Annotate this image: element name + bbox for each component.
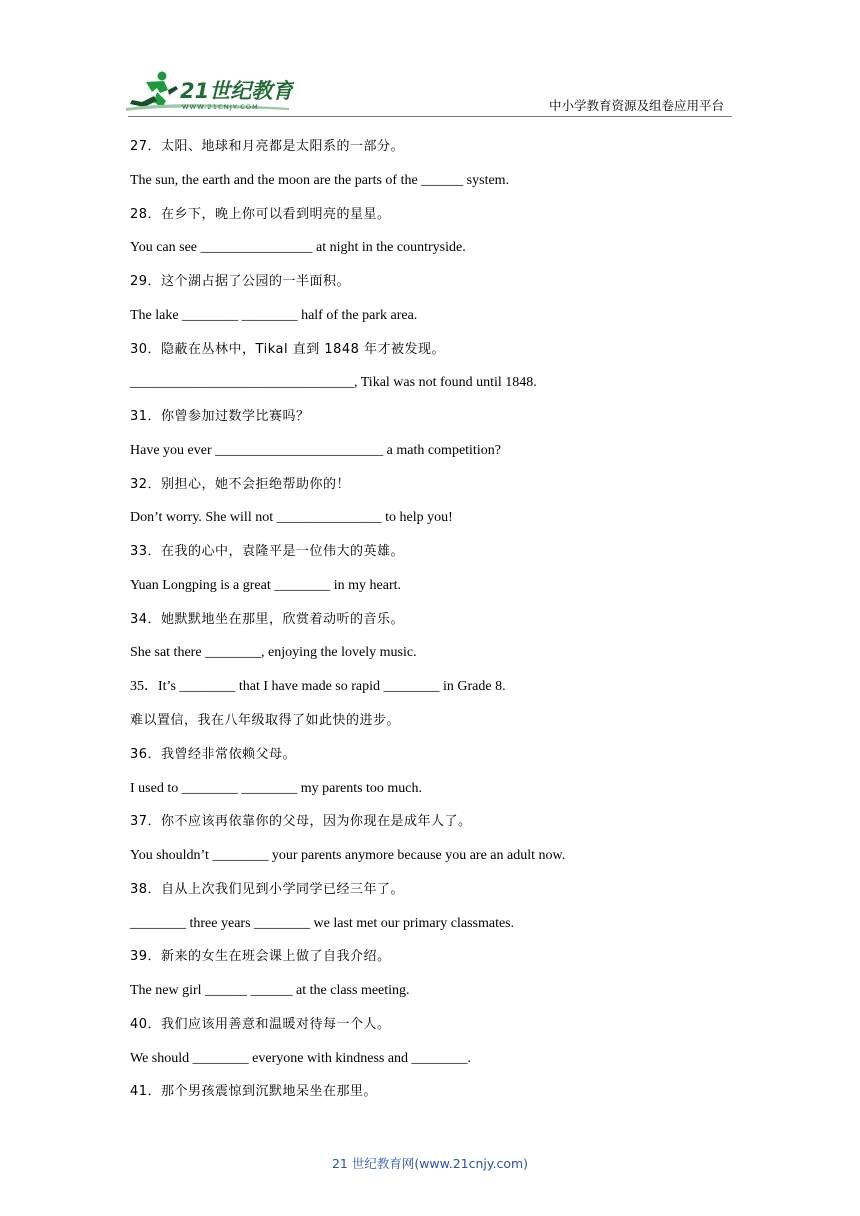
logo-text: 21世纪教育 — [180, 79, 294, 103]
question-28-cn: 28．在乡下，晚上你可以看到明亮的星星。 — [130, 206, 391, 222]
question-39-cn: 39．新来的女生在班会课上做了自我介绍。 — [130, 949, 391, 965]
question-27-cn: 27．太阳、地球和月亮都是太阳系的一部分。 — [130, 139, 405, 154]
question-41-cn: 41．那个男孩震惊到沉默地呆坐在那里。 — [130, 1084, 378, 1100]
question-37-en: You shouldn’t ________ your parents anymore because you are an adult now. — [130, 848, 566, 864]
question-33-en: Yuan Longping is a great ________ in my heart. — [130, 577, 402, 593]
header-divider — [128, 116, 732, 117]
question-34-cn: 34．她默默地坐在那里，欣赏着动听的音乐。 — [130, 611, 405, 627]
question-32-en: Don’t worry. She will not _______________ to help you! — [130, 510, 453, 526]
question-27-en: The sun, the earth and the moon are the parts of the ______ system. — [130, 172, 510, 188]
question-39-en: The new girl ______ ______ at the class meeting. — [130, 983, 410, 999]
question-38-cn: 38．自从上次我们见到小学同学已经三年了。 — [130, 881, 405, 897]
question-40-cn: 40．我们应该用善意和温暖对待每一个人。 — [130, 1016, 391, 1032]
question-33-cn: 33．在我的心中，袁隆平是一位伟大的英雄。 — [130, 544, 405, 560]
question-34-en: She sat there ________, enjoying the lovely music. — [130, 645, 417, 661]
question-31-cn: 31．你曾参加过数学比赛吗？ — [130, 409, 310, 425]
question-30-en: ________________________________, Tikal was not found until 1848. — [130, 375, 537, 391]
question-28-en: You can see ________________ at night in the countryside. — [130, 240, 466, 256]
question-30-cn: 30．隐蔽在丛林中，Tikal 直到 1848 年才被发现。 — [130, 341, 446, 357]
question-31-en: Have you ever ________________________ a math competition? — [130, 442, 501, 458]
question-35-cn: 难以置信，我在八年级取得了如此快的进步。 — [130, 713, 401, 729]
question-29-en: The lake ________ ________ half of the park area. — [130, 307, 418, 323]
question-32-cn: 32．别担心，她不会拒绝帮助你的！ — [130, 476, 351, 492]
header-platform-text: 中小学教育资源及组卷应用平台 — [549, 98, 725, 113]
question-29-cn: 29．这个湖占据了公园的一半面积。 — [130, 274, 351, 290]
logo-21cnjy-icon — [124, 68, 294, 114]
question-36-en: I used to ________ ________ my parents too much. — [130, 780, 423, 796]
question-35-en: 35．It’s ________ that I have made so rapid ________ in Grade 8. — [130, 679, 506, 695]
question-37-cn: 37．你不应该再依靠你的父母，因为你现在是成年人了。 — [130, 814, 472, 830]
question-38-en: ________ three years ________ we last met our primary classmates. — [130, 915, 515, 931]
page-header — [0, 0, 860, 120]
question-36-cn: 36．我曾经非常依赖父母。 — [130, 746, 297, 762]
page-footer: 21 世纪教育网(www.21cnjy.com) — [331, 1156, 529, 1171]
question-40-en: We should ________ everyone with kindness and ________. — [130, 1050, 472, 1066]
logo-url: WWW.21CNJY.COM — [182, 103, 259, 111]
exercise-list — [130, 130, 740, 1109]
